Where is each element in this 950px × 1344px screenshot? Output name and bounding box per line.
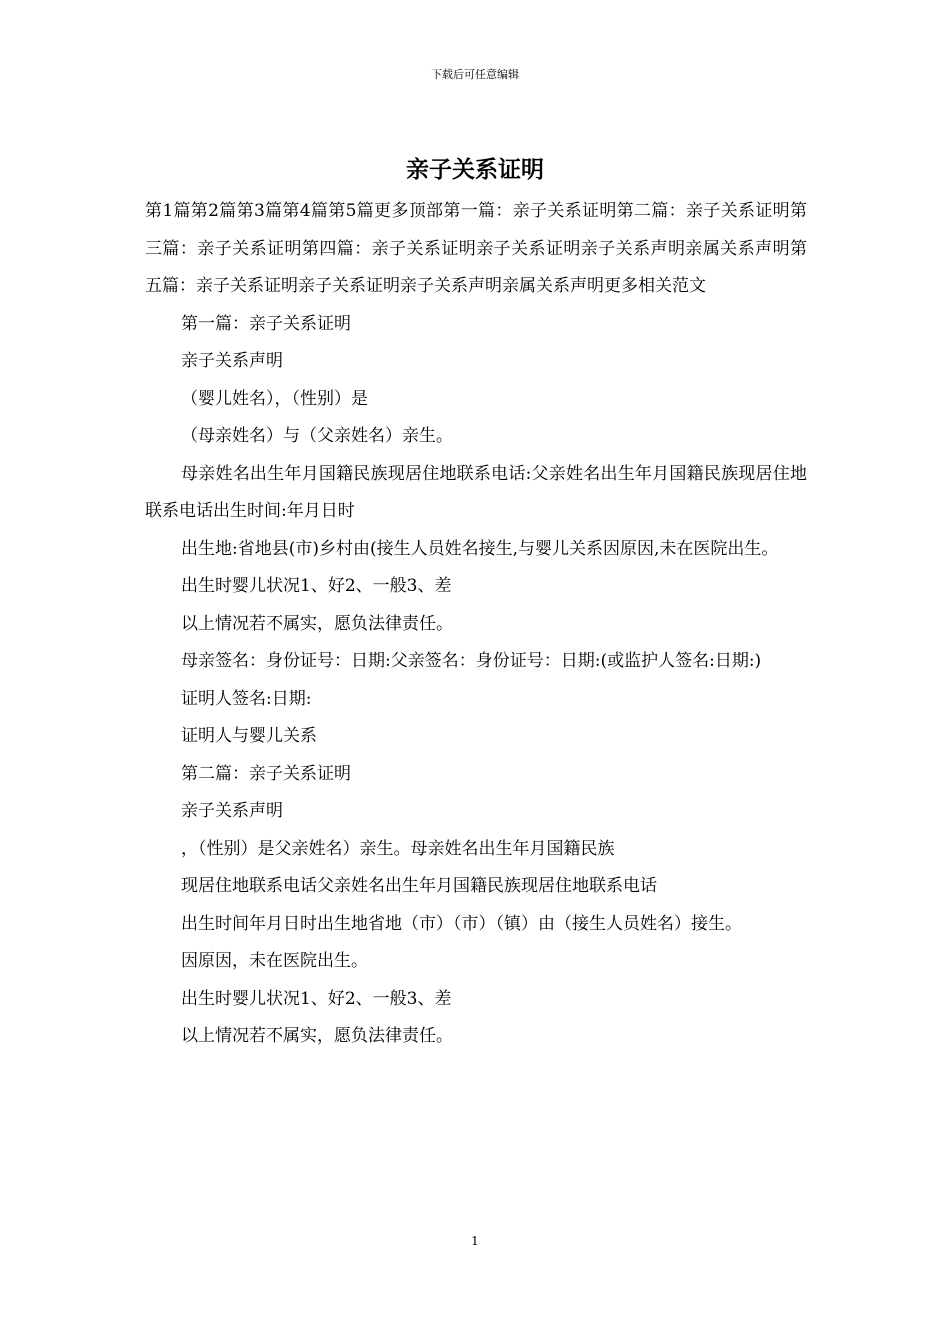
paragraph: 出生时婴儿状况1、好2、一般3、差	[181, 576, 452, 596]
paragraph: （婴儿姓名），（性别）是	[181, 388, 368, 409]
paragraph: 亲子关系声明	[181, 351, 283, 371]
paragraph: 第二篇：亲子关系证明	[181, 763, 351, 784]
document-body	[145, 193, 807, 1056]
paragraph: 以上情况若不属实，愿负法律责任。	[181, 613, 453, 634]
paragraph: 以上情况若不属实，愿负法律责任。	[181, 1026, 453, 1046]
paragraph: 第一篇：亲子关系证明	[181, 313, 351, 334]
paragraph: 证明人与婴儿关系	[181, 726, 317, 746]
paragraph: 现居住地联系电话父亲姓名出生年月国籍民族现居住地联系电话	[181, 876, 657, 896]
paragraph: 出生时间年月日时出生地省地（市）（市）（镇）由（接生人员姓名）接生。	[181, 913, 742, 934]
paragraph: 出生时婴儿状况1、好2、一般3、差	[181, 988, 452, 1009]
document-title: 亲子关系证明	[406, 156, 544, 183]
paragraph: 证明人签名:日期:	[181, 688, 312, 709]
paragraph: 母亲签名：身份证号：日期:父亲签名：身份证号：日期:(或监护人签名:日期:)	[181, 651, 762, 671]
paragraph: 因原因，未在医院出生。	[181, 951, 368, 971]
header-note: 下载后可任意编辑	[431, 68, 519, 81]
paragraph: 母亲姓名出生年月国籍民族现居住地联系电话:父亲姓名出生年月国籍民族现居住地联系电话出生时间:年月日时	[145, 463, 807, 521]
paragraph: ，（性别）是父亲姓名）亲生。母亲姓名出生年月国籍民族	[181, 838, 615, 859]
intro-paragraph: 第1篇第2篇第3篇第4篇第5篇更多顶部第一篇：亲子关系证明第二篇：亲子关系证明第三篇：亲子关系证明第四篇：亲子关系证明亲子关系证明亲子关系声明亲属关系声明第五篇：亲子关系证明亲子关系证明亲子关系声明亲属关系声明更多相关范文	[145, 201, 807, 296]
page-number: 1	[471, 1234, 479, 1248]
paragraph: 亲子关系声明	[181, 801, 283, 821]
paragraph: （母亲姓名）与（父亲姓名）亲生。	[181, 426, 453, 446]
paragraph: 出生地:省地县(市)乡村由(接生人员姓名接生,与婴儿关系因原因,未在医院出生。	[181, 538, 779, 559]
